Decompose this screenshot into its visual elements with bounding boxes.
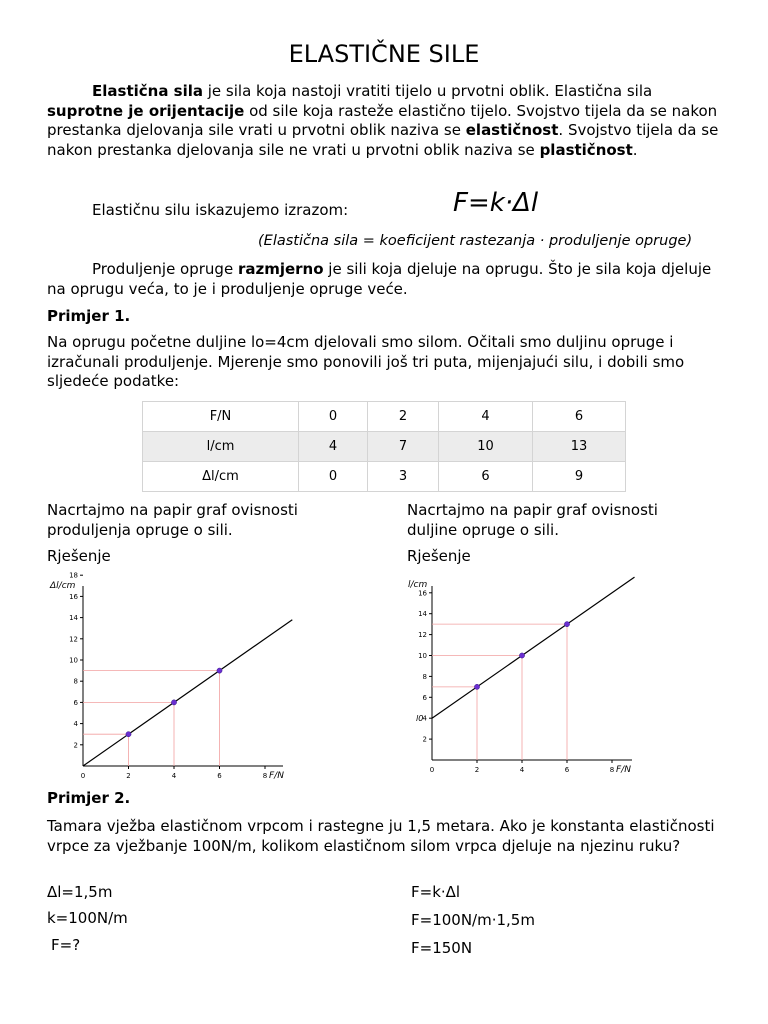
task-left: Nacrtajmo na papir graf ovisnosti produljenja opruge o sili. bbox=[47, 501, 298, 539]
term-plasticity: plastičnost bbox=[539, 140, 633, 159]
table-cell: 10 bbox=[439, 432, 533, 462]
solution-step-1: F=k·Δl bbox=[411, 883, 461, 901]
solution-right-label: Rješenje bbox=[407, 547, 471, 565]
x-tick-label: 0 bbox=[429, 766, 435, 774]
y-tick-label: 14 bbox=[69, 614, 78, 623]
data-point bbox=[564, 622, 569, 627]
y-tick-label: 8 bbox=[422, 672, 427, 681]
x-tick-label: 2 bbox=[126, 772, 131, 780]
y-tick-label: 12 bbox=[418, 631, 427, 640]
data-point bbox=[217, 668, 222, 673]
x-tick-label: 4 bbox=[519, 766, 525, 774]
given-3: F=? bbox=[51, 936, 81, 954]
table-cell: 6 bbox=[439, 462, 533, 492]
y-tick-label: 2 bbox=[422, 735, 427, 744]
y-tick-label: 6 bbox=[73, 698, 78, 707]
y-tick-label: 12 bbox=[69, 635, 78, 644]
y-tick-label: 18 bbox=[69, 572, 78, 580]
x-axis-label: F/N bbox=[616, 765, 631, 775]
example1-heading: Primjer 1. bbox=[47, 307, 131, 325]
table-cell: 6 bbox=[533, 402, 626, 432]
table-cell: 13 bbox=[533, 432, 626, 462]
proportional-paragraph bbox=[47, 260, 727, 299]
given-1: Δl=1,5m bbox=[47, 883, 113, 901]
example2-heading: Primjer 2. bbox=[47, 789, 131, 807]
solution-left-label: Rješenje bbox=[47, 547, 111, 565]
example2-text: Tamara vježba elastičnom vrpcom i rastegne ju 1,5 metara. Ako je konstanta elastičnosti vrpce za vježbanje 100N/m, kolikom elastičnom silom vrpca djeluje na njezinu ruku? bbox=[47, 817, 715, 855]
y-tick-label: 4 bbox=[422, 714, 427, 723]
series-line bbox=[432, 577, 635, 718]
y-tick-label: 10 bbox=[69, 656, 78, 665]
data-point bbox=[474, 684, 479, 689]
formula-caption: (Elastična sila = koeficijent rastezanja · produljenje opruge) bbox=[258, 233, 693, 249]
x-tick-label: 0 bbox=[80, 772, 86, 780]
table-cell: 0 bbox=[299, 462, 368, 492]
y-tick-label: 14 bbox=[418, 610, 427, 619]
intro-text-4: . bbox=[632, 140, 638, 159]
table-row-extension bbox=[143, 462, 626, 492]
series-line bbox=[83, 620, 292, 766]
x-tick-label: 4 bbox=[171, 772, 177, 780]
x-tick-label: 8 bbox=[262, 772, 268, 780]
x-tick-label: 2 bbox=[474, 766, 480, 774]
x-tick-label: 8 bbox=[609, 766, 615, 774]
y-axis-label: l/cm bbox=[408, 580, 428, 590]
table-row-length bbox=[143, 432, 626, 462]
table-cell: 7 bbox=[368, 432, 439, 462]
y-tick-label: 4 bbox=[73, 720, 78, 729]
example1-text: Na oprugu početne duljine lo=4cm djelovali smo silom. Očitali smo duljinu opruge i izračunali produljenje. Mjerenje smo ponovili još tri puta, mijenjajući silu, i dobili smo sljedeće podatke: bbox=[47, 333, 685, 390]
intro-paragraph bbox=[47, 82, 727, 160]
proportional-text-2: je sili koja djeluje na oprugu. Što je sila koja djeluje na oprugu veća, to je i produljenje opruge veće. bbox=[47, 260, 712, 298]
table-cell: 9 bbox=[533, 462, 626, 492]
y-tick-label: 16 bbox=[69, 592, 78, 601]
task-right: Nacrtajmo na papir graf ovisnosti duljine opruge o sili. bbox=[407, 501, 658, 539]
intro-text-3: . Svojstvo tijela da se nakon prestanka djelovanja sile ne vrati u prvotni oblik naziva se bbox=[47, 121, 719, 159]
formula-label: Elastičnu silu iskazujemo izrazom: bbox=[92, 201, 349, 219]
solution-step-2: F=100N/m·1,5m bbox=[411, 911, 535, 929]
table-cell: Δl/cm bbox=[143, 462, 299, 492]
intro-text-2: od sile koja rasteže elastično tijelo. Svojstvo tijela da se nakon prestanka djelovanja sile vrati u prvotni oblik naziva se bbox=[47, 101, 718, 139]
table-cell: 0 bbox=[299, 402, 368, 432]
term-opposite: suprotne je orijentacije bbox=[47, 101, 245, 120]
solution-step-3: F=150N bbox=[411, 939, 473, 957]
x-tick-label: 6 bbox=[217, 772, 222, 780]
data-point bbox=[519, 653, 524, 658]
term-proportional: razmjerno bbox=[237, 260, 324, 278]
term-elasticity: elastičnost bbox=[465, 121, 559, 139]
chart-extension-vs-force bbox=[40, 572, 300, 784]
x-axis-label: F/N bbox=[269, 771, 284, 781]
given-2: k=100N/m bbox=[47, 909, 128, 927]
table-cell: F/N bbox=[143, 402, 299, 432]
chart-length-vs-force bbox=[400, 572, 650, 784]
table-row-force bbox=[143, 402, 626, 432]
formula: F=k·Δl bbox=[453, 188, 539, 218]
table-cell: 3 bbox=[368, 462, 439, 492]
proportional-text-1: Produljenje opruge bbox=[92, 260, 238, 278]
table-cell: 4 bbox=[439, 402, 533, 432]
intro-text-1: je sila koja nastoji vratiti tijelo u prvotni oblik. Elastična sila bbox=[203, 82, 653, 100]
data-point bbox=[126, 732, 131, 737]
y0-label: l0 bbox=[416, 714, 424, 724]
y-tick-label: 2 bbox=[73, 741, 78, 750]
page-title: ELASTIČNE SILE bbox=[288, 40, 480, 68]
y-tick-label: 6 bbox=[422, 693, 427, 702]
table-cell: 4 bbox=[299, 432, 368, 462]
table-cell: 2 bbox=[368, 402, 439, 432]
y-tick-label: 10 bbox=[418, 652, 427, 660]
x-tick-label: 6 bbox=[564, 766, 570, 774]
table-cell: l/cm bbox=[143, 432, 299, 462]
data-table bbox=[142, 401, 626, 492]
term-elastic-force: Elastična sila bbox=[92, 82, 203, 100]
y-tick-label: 16 bbox=[418, 589, 427, 598]
y-tick-label: 8 bbox=[73, 677, 78, 686]
data-point bbox=[171, 700, 176, 705]
y-axis-label: Δl/cm bbox=[50, 581, 76, 591]
